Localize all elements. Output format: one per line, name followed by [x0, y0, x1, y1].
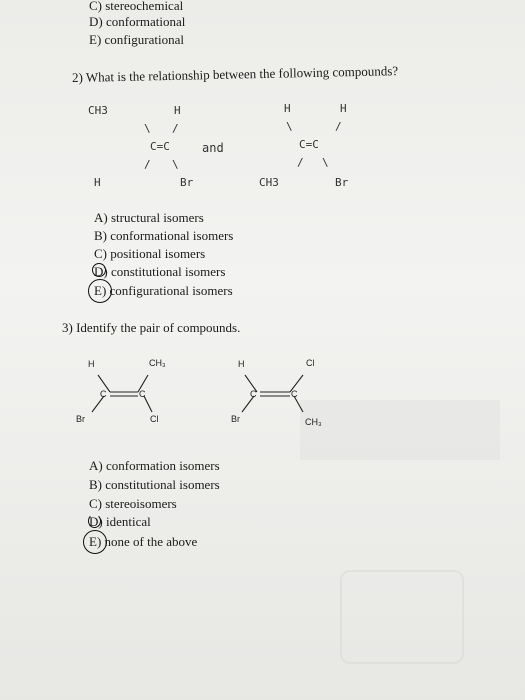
option-text: none of the above — [104, 534, 198, 549]
option-text: identical — [105, 514, 151, 529]
q2-right-top-right: H — [340, 102, 347, 115]
q3-left-bottom-left: Br — [76, 414, 85, 424]
q2-connector: and — [202, 141, 224, 155]
option-letter: D) — [94, 264, 108, 279]
q3-right-atom-left: C — [250, 389, 257, 399]
q2-left-bottom-left: H — [94, 176, 101, 189]
q3-answer-circle-mark — [83, 530, 107, 554]
q3-right-atom-right: C — [291, 389, 298, 399]
q3-left-bottom-right: Cl — [150, 414, 159, 424]
option-letter: B) — [94, 228, 107, 243]
q2-right-bond-br: \ — [322, 156, 329, 169]
q3-left-top-left: H — [88, 359, 95, 369]
q2-right-bottom-left: CH3 — [259, 176, 279, 189]
q3-option-b — [89, 477, 220, 493]
q3-right-top-left: H — [238, 359, 245, 369]
question-text: Identify the pair of compounds. — [76, 320, 241, 335]
question-text: What is the relationship between the following compounds? — [85, 63, 399, 85]
q2-left-top-left: CH3 — [88, 104, 108, 117]
q2-right-bottom-right: Br — [335, 176, 349, 189]
q2-left-bond-br: \ — [172, 158, 179, 171]
option-text: constitutional isomers — [110, 264, 226, 279]
q3-left-atom-left: C — [100, 389, 107, 399]
option-letter: A) — [89, 458, 103, 473]
option-text: conformational isomers — [110, 228, 234, 243]
question-number: 3) — [62, 320, 73, 335]
option-letter: E) — [89, 534, 102, 549]
q2-left-center: C=C — [150, 140, 170, 153]
q3-right-bottom-left: Br — [231, 414, 240, 424]
q2-right-top-left: H — [284, 102, 291, 115]
option-letter: C) — [89, 0, 102, 13]
q2-right-center: C=C — [299, 138, 319, 151]
option-letter: C) — [89, 496, 102, 511]
question-number: 2) — [71, 69, 83, 85]
q2-right-bond-tl: \ — [286, 120, 293, 133]
option-letter: E) — [94, 283, 107, 298]
option-text: configurational — [104, 32, 184, 47]
option-text: configurational isomers — [109, 283, 233, 298]
q2-right-bond-bl: / — [297, 156, 304, 169]
q3-left-top-right: CH₃ — [149, 358, 166, 368]
q2-left-top-right: H — [174, 104, 181, 117]
option-letter: D) — [89, 14, 103, 29]
option-text: stereochemical — [105, 0, 184, 13]
option-letter: C) — [94, 246, 107, 261]
option-text: conformation isomers — [105, 458, 220, 473]
option-text: positional isomers — [110, 246, 206, 261]
q3-left-atom-right: C — [139, 389, 146, 399]
option-text: structural isomers — [110, 210, 204, 225]
q2-left-bond-tr: / — [172, 122, 179, 135]
q3-right-bottom-right: CH₃ — [305, 417, 322, 427]
q2-left-bond-tl: \ — [144, 122, 151, 135]
q3-option-a — [89, 458, 220, 474]
q3-option-c — [89, 496, 177, 512]
q2-left-bond-bl: / — [144, 158, 151, 171]
q2-left-bottom-right: Br — [180, 176, 194, 189]
option-letter: D) — [89, 514, 103, 529]
option-letter: A) — [94, 210, 108, 225]
option-text: constitutional isomers — [105, 477, 220, 492]
option-letter: E) — [89, 32, 102, 47]
option-text: stereoisomers — [105, 496, 177, 511]
option-text: conformational — [105, 14, 186, 29]
q2-right-bond-tr: / — [335, 120, 342, 133]
option-letter: B) — [89, 477, 102, 492]
q3-right-top-right: Cl — [306, 358, 315, 368]
q3-d-scribble-mark — [88, 514, 101, 528]
